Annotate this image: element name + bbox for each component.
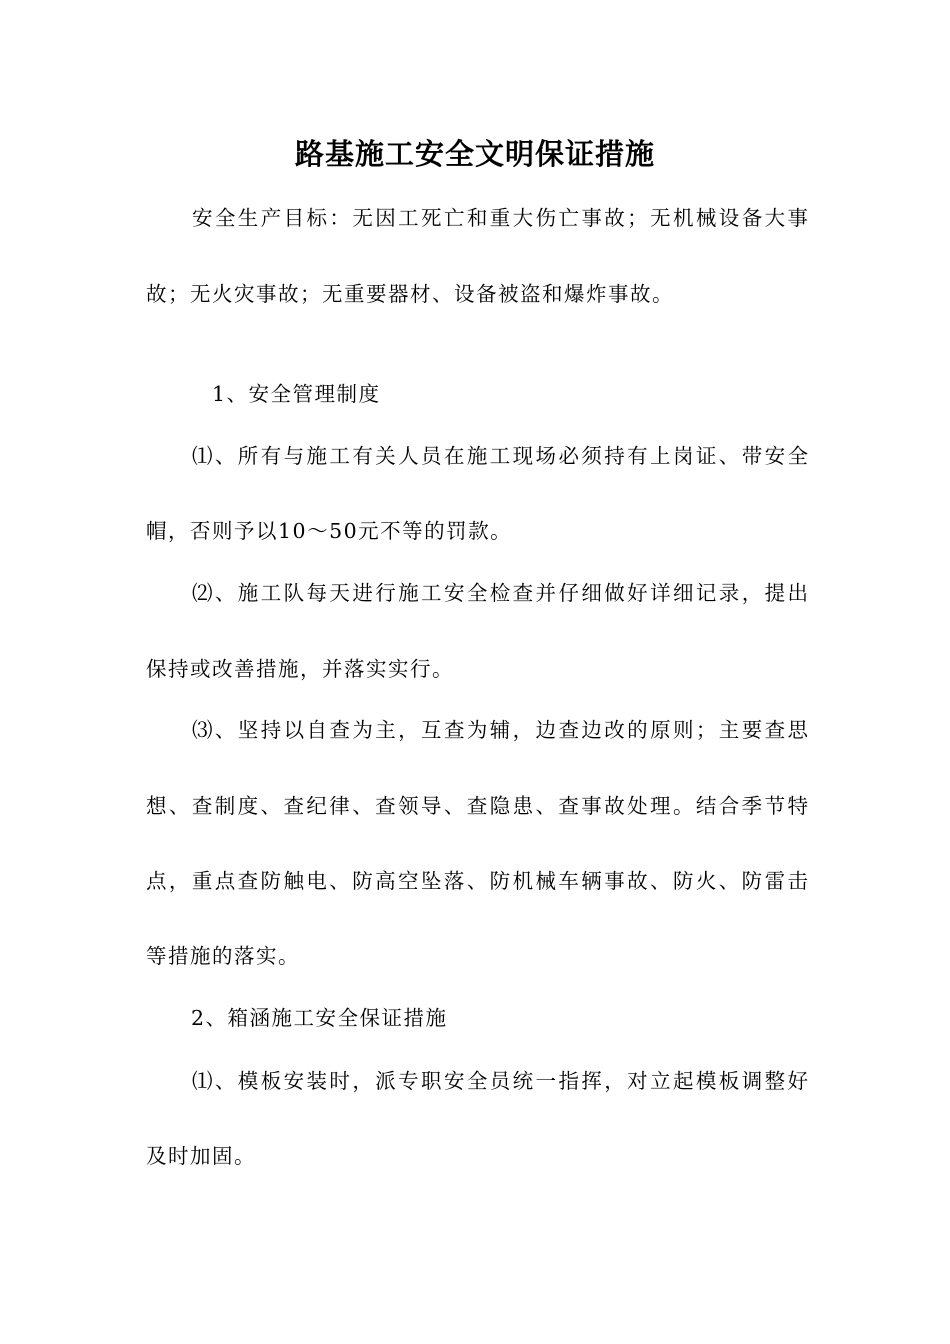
document-title: 路基施工安全文明保证措施 xyxy=(294,137,655,171)
paragraph-line: 保持或改善措施，并落实实行。 xyxy=(146,657,454,681)
paragraph-line: 故；无火灾事故；无重要器材、设备被盗和爆炸事故。 xyxy=(146,282,674,306)
paragraph-line: 帽，否则予以10～50元不等的罚款。 xyxy=(146,519,513,543)
section-heading-1: 1、安全管理制度 xyxy=(212,382,381,406)
paragraph-line: 及时加固。 xyxy=(146,1144,256,1168)
paragraph-line: 等措施的落实。 xyxy=(146,944,300,968)
paragraph-line: 想、查制度、查纪律、查领导、查隐患、查事故处理。结合季节特 xyxy=(146,794,808,818)
paragraph-line: ⑴、所有与施工有关人员在施工现场必须持有上岗证、带安全 xyxy=(192,444,808,468)
paragraph-line: ⑴、模板安装时，派专职安全员统一指挥，对立起模板调整好 xyxy=(192,1069,808,1093)
paragraph-line: ⑵、施工队每天进行施工安全检查并仔细做好详细记录，提出 xyxy=(192,581,808,605)
paragraph-line: 点，重点查防触电、防高空坠落、防机械车辆事故、防火、防雷击 xyxy=(146,869,808,893)
paragraph-line: ⑶、坚持以自查为主，互查为辅，边查边改的原则；主要查思 xyxy=(192,718,808,742)
section-heading-2: 2、箱涵施工安全保证措施 xyxy=(191,1006,448,1030)
paragraph-line: 安全生产目标：无因工死亡和重大伤亡事故；无机械设备大事 xyxy=(192,206,808,230)
